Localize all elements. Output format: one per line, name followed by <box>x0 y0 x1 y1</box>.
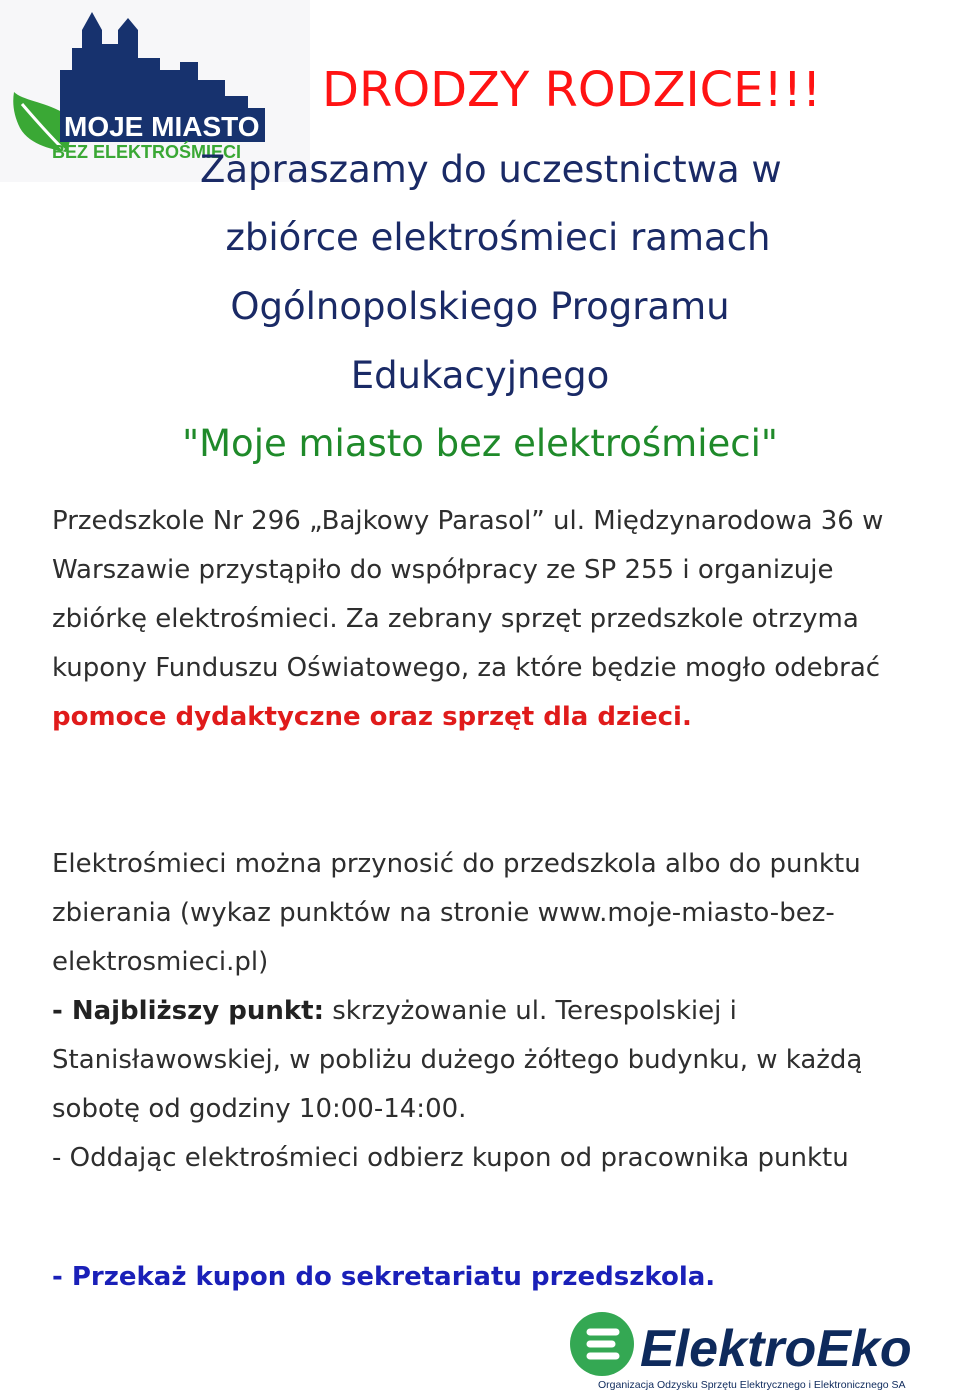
nearest-point-label: - Najbliższy punkt: <box>52 996 324 1026</box>
heading-line-4: Edukacyjnego <box>350 354 610 397</box>
headline: DRODZY RODZICE!!! <box>322 62 822 118</box>
brand-name: ElektroEko <box>640 1320 912 1378</box>
castle-icon <box>60 12 248 118</box>
intro-text: Przedszkole Nr 296 „Bajkowy Parasol” ul. Międzynarodowa 36 w Warszawie przystąpiło do współpracy ze SP 255 i organizuje zbiórkę elektrośmieci. Za zebrany sprzęt przedszkole otrzyma kupony Funduszu Oświatowego, za które będzie mogło odebrać <box>52 506 884 683</box>
brand-tagline: Organizacja Odzysku Sprzętu Elektrycznego i Elektronicznego SA <box>598 1379 906 1391</box>
collection-text: Elektrośmieci można przynosić do przedszkola albo do punktu zbierania (wykaz punktów na stronie www.moje-miasto-bez-elektrosmieci.pl) <box>52 849 861 977</box>
heading-line-3: Ogólnopolskiego Programu <box>230 285 730 328</box>
heading-line-2: zbiórce elektrośmieci ramach <box>225 216 771 259</box>
intro-paragraph <box>52 497 932 742</box>
elektroeko-logo-graphic <box>568 1310 958 1392</box>
elektroeko-logo <box>568 1310 958 1392</box>
logo-subtitle: BEZ ELEKTROŚMIECI <box>52 142 242 162</box>
coupon-step: - Oddając elektrośmieci odbierz kupon od pracownika punktu <box>52 1143 849 1173</box>
heading-line-1: Zapraszamy do uczestnictwa w <box>200 148 782 191</box>
program-name: "Moje miasto bez elektrośmieci" <box>182 422 778 465</box>
logo-title: MOJE MIASTO <box>64 111 260 142</box>
nearest-point-text: skrzyżowanie ul. Terespolskiej i Stanisławowskiej, w pobliżu dużego żółtego budynku, w każdą sobotę od godziny 10:00-14:00. <box>52 996 863 1124</box>
intro-highlight: pomoce dydaktyczne oraz sprzęt dla dzieci. <box>52 702 692 732</box>
collection-paragraph <box>52 840 932 1183</box>
final-step: - Przekaż kupon do sekretariatu przedszkola. <box>52 1262 716 1292</box>
